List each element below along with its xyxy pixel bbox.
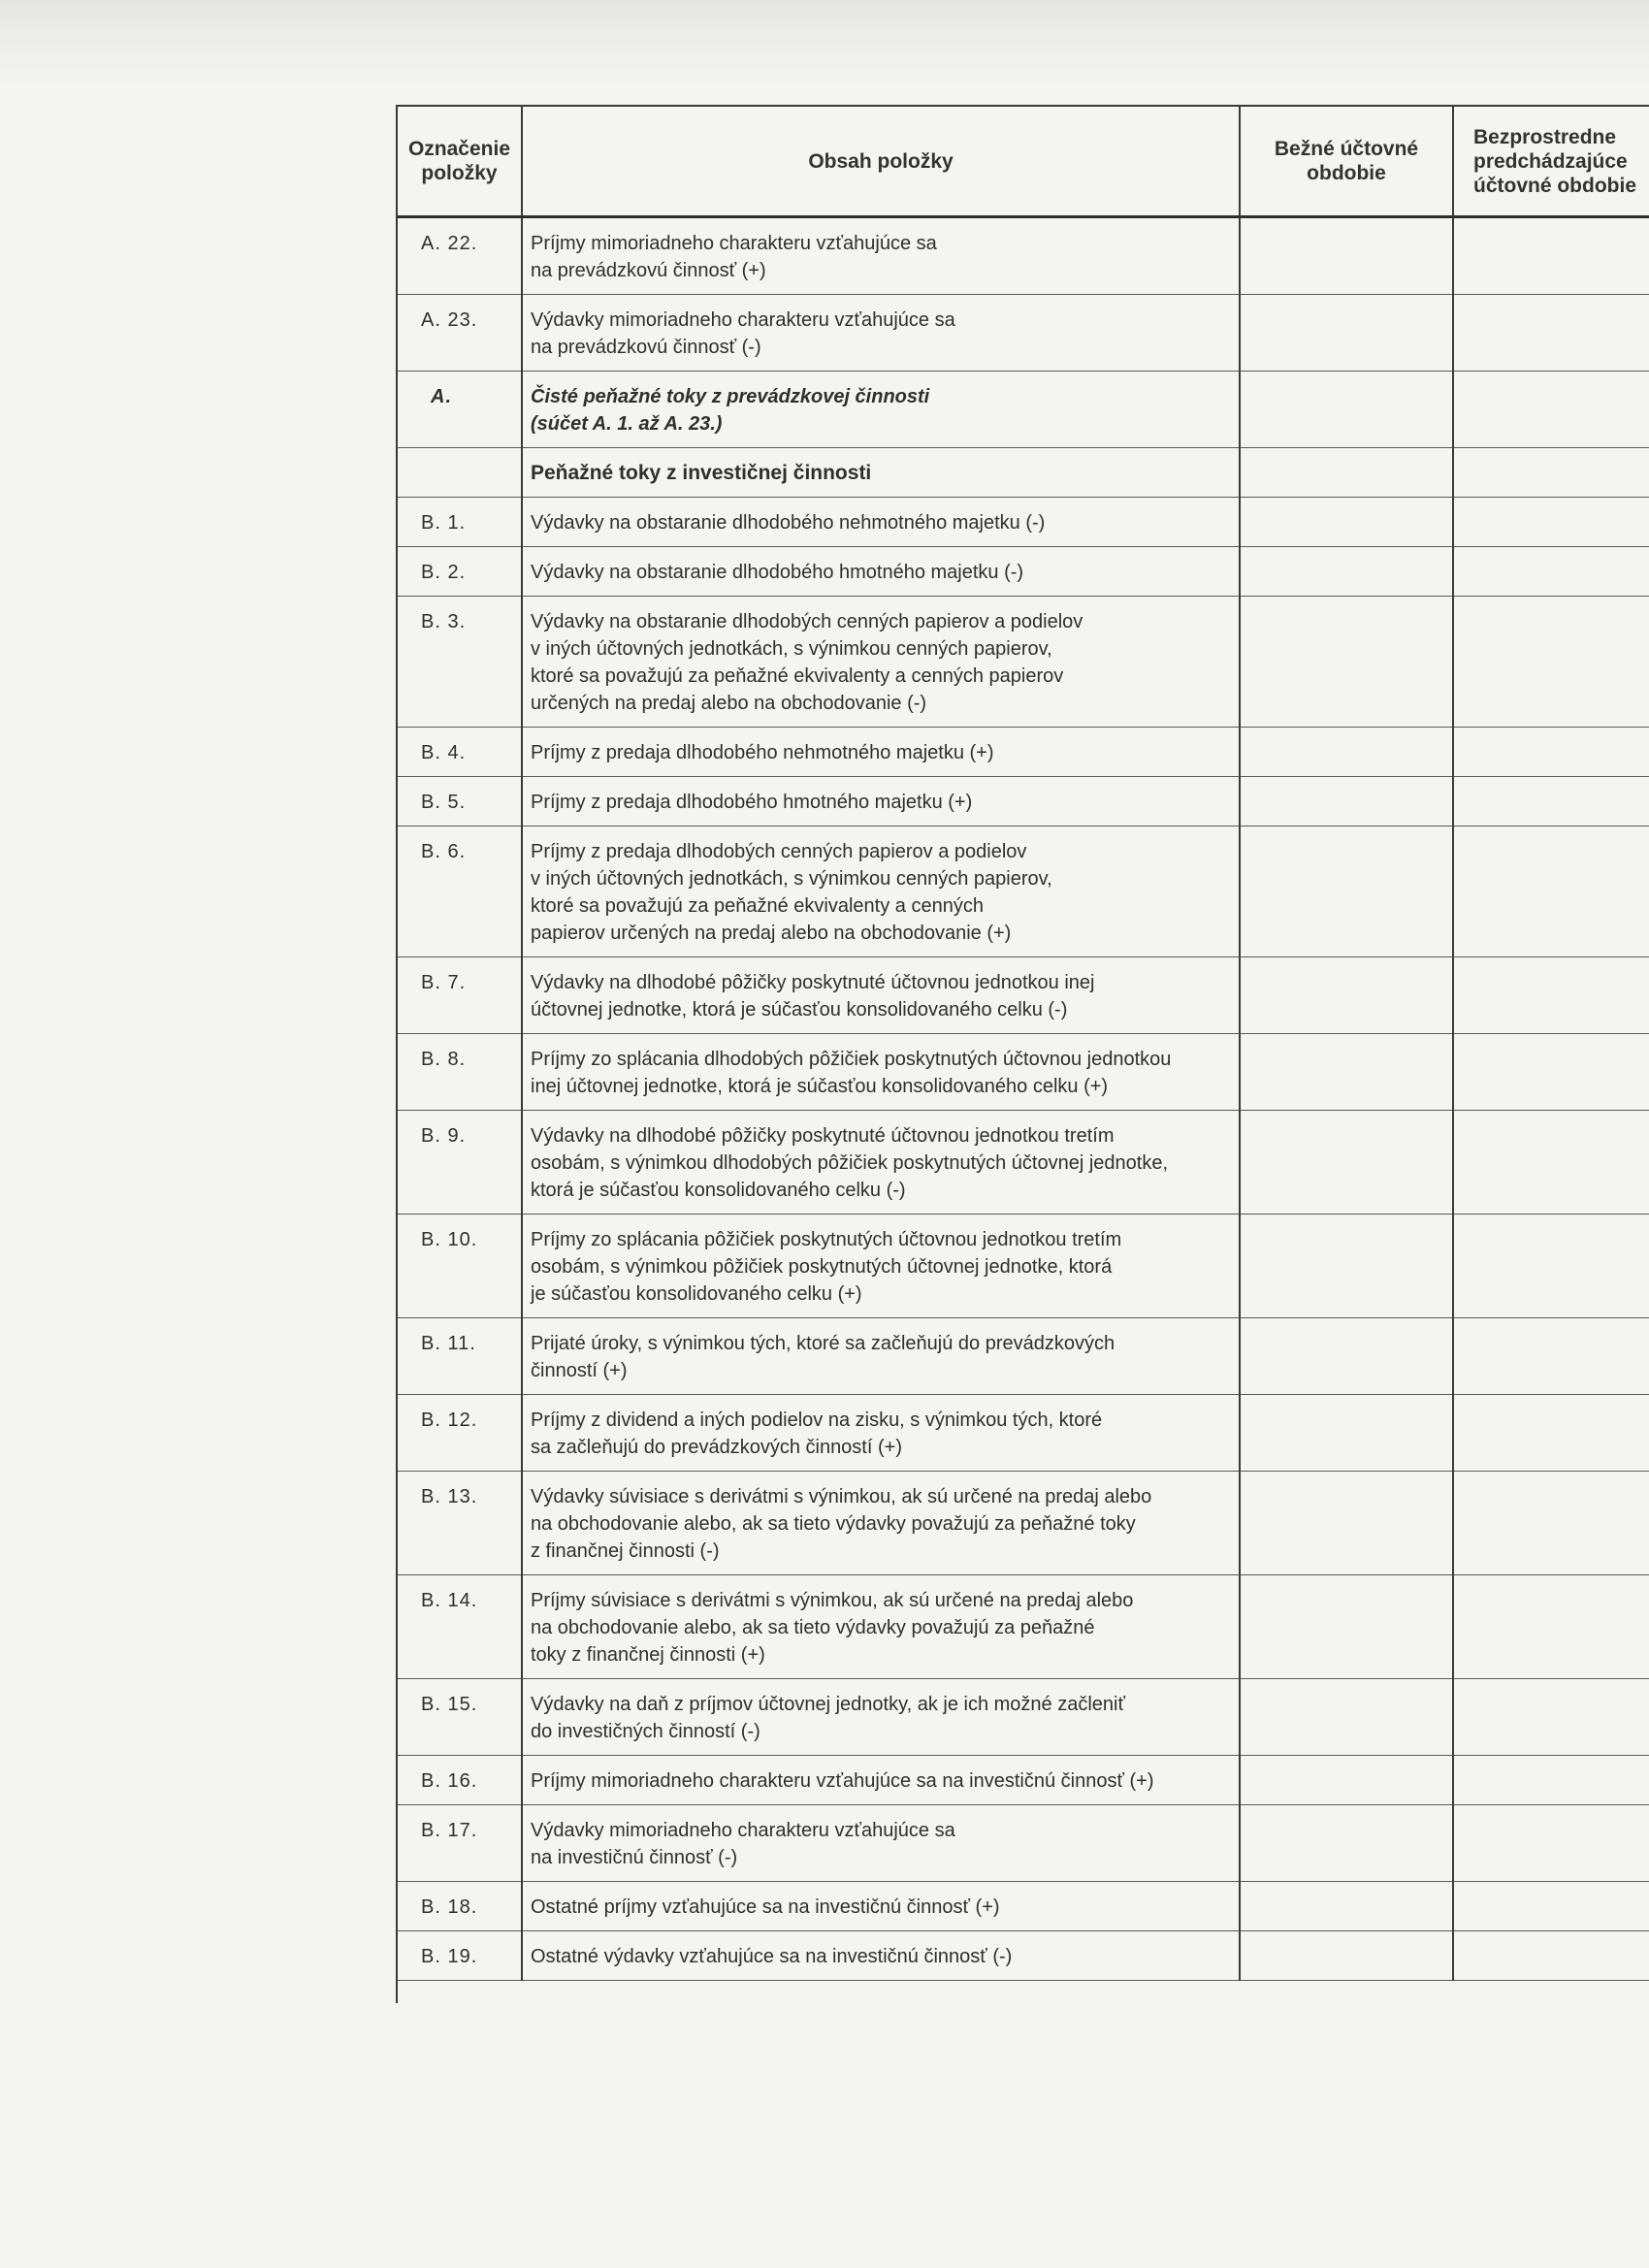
row-item-code: B. 8. xyxy=(398,1034,522,1111)
description-line: Ostatné príjmy vzťahujúce sa na investičnú činnosť (+) xyxy=(531,1896,1000,1918)
description-line: toky z finančnej činnosti (+) xyxy=(531,1644,765,1666)
description-line: ktoré sa považujú za peňažné ekvivalenty a cenných papierov xyxy=(531,665,1064,687)
previous-period-value-cell[interactable] xyxy=(1453,1472,1649,1575)
row-item-description xyxy=(522,448,1240,498)
current-period-value-cell[interactable] xyxy=(1240,1679,1453,1756)
previous-period-value-cell[interactable] xyxy=(1453,957,1649,1034)
row-item-code: B. 19. xyxy=(398,1931,522,1981)
table-row xyxy=(398,1215,1649,1318)
current-period-value-cell[interactable] xyxy=(1240,1931,1453,1981)
table-row xyxy=(398,826,1649,957)
current-period-value-cell[interactable] xyxy=(1240,217,1453,295)
description-line: ktoré sa považujú za peňažné ekvivalenty a cenných xyxy=(531,895,984,917)
description-line: na obchodovanie alebo, ak sa tieto výdavky považujú za peňažné toky xyxy=(531,1513,1136,1535)
row-item-code: B. 3. xyxy=(398,597,522,728)
table-row xyxy=(398,1756,1649,1805)
description-line: (súčet A. 1. až A. 23.) xyxy=(531,413,723,435)
row-item-description xyxy=(522,1318,1240,1395)
table-row xyxy=(398,1575,1649,1679)
row-item-description xyxy=(522,777,1240,826)
previous-period-value-cell[interactable] xyxy=(1453,777,1649,826)
previous-period-value-cell[interactable] xyxy=(1453,1882,1649,1931)
description-line: Príjmy z predaja dlhodobých cenných papierov a podielov xyxy=(531,841,1027,862)
table-row xyxy=(398,1318,1649,1395)
row-item-description xyxy=(522,1472,1240,1575)
table-row xyxy=(398,295,1649,372)
previous-period-value-cell[interactable] xyxy=(1453,217,1649,295)
header-code-line: položky xyxy=(421,162,498,184)
description-line: Peňažné toky z investičnej činnosti xyxy=(531,462,872,484)
row-item-description xyxy=(522,547,1240,597)
description-line: Výdavky mimoriadneho charakteru vzťahujúce sa xyxy=(531,309,955,331)
table-body xyxy=(398,217,1649,1981)
description-line: Príjmy z predaja dlhodobého hmotného majetku (+) xyxy=(531,792,973,813)
table-row xyxy=(398,547,1649,597)
previous-period-value-cell[interactable] xyxy=(1453,1931,1649,1981)
header-previous-line: predchádzajúce xyxy=(1473,149,1628,173)
previous-period-value-cell[interactable] xyxy=(1453,1215,1649,1318)
current-period-value-cell[interactable] xyxy=(1240,1882,1453,1931)
previous-period-value-cell[interactable] xyxy=(1453,1318,1649,1395)
description-line: Príjmy z dividend a iných podielov na zisku, s výnimkou tých, ktoré xyxy=(531,1409,1103,1431)
row-item-description xyxy=(522,1805,1240,1882)
current-period-value-cell[interactable] xyxy=(1240,1111,1453,1215)
current-period-value-cell[interactable] xyxy=(1240,498,1453,547)
previous-period-value-cell[interactable] xyxy=(1453,597,1649,728)
description-line: osobám, s výnimkou pôžičiek poskytnutých účtovnej jednotke, ktorá xyxy=(531,1256,1113,1278)
row-item-description xyxy=(522,1679,1240,1756)
table-row xyxy=(398,372,1649,448)
row-item-code: B. 10. xyxy=(398,1215,522,1318)
row-item-description xyxy=(522,1931,1240,1981)
table-row xyxy=(398,1034,1649,1111)
description-line: Výdavky súvisiace s derivátmi s výnimkou, ak sú určené na predaj alebo xyxy=(531,1486,1152,1507)
row-item-code: B. 15. xyxy=(398,1679,522,1756)
row-item-code: A. xyxy=(398,372,522,448)
table-row xyxy=(398,1882,1649,1931)
table-row xyxy=(398,1805,1649,1882)
current-period-value-cell[interactable] xyxy=(1240,728,1453,777)
row-item-description xyxy=(522,498,1240,547)
current-period-value-cell[interactable] xyxy=(1240,1034,1453,1111)
row-item-description xyxy=(522,1215,1240,1318)
table-row xyxy=(398,1111,1649,1215)
current-period-value-cell[interactable] xyxy=(1240,547,1453,597)
table-row xyxy=(398,1395,1649,1472)
header-current-line: obdobie xyxy=(1307,162,1386,184)
row-item-description xyxy=(522,372,1240,448)
previous-period-value-cell[interactable] xyxy=(1453,295,1649,372)
row-item-description xyxy=(522,597,1240,728)
header-previous-period xyxy=(1453,107,1649,217)
description-line: účtovnej jednotke, ktorá je súčasťou konsolidovaného celku (-) xyxy=(531,999,1068,1021)
row-item-description xyxy=(522,295,1240,372)
description-line: Príjmy súvisiace s derivátmi s výnimkou, ak sú určené na predaj alebo xyxy=(531,1590,1134,1611)
previous-period-value-cell[interactable] xyxy=(1453,1111,1649,1215)
current-period-value-cell[interactable] xyxy=(1240,1215,1453,1318)
cash-flow-table-area xyxy=(396,105,1649,2003)
row-item-description xyxy=(522,217,1240,295)
previous-period-value-cell[interactable] xyxy=(1453,1575,1649,1679)
scan-top-shadow xyxy=(0,0,1649,87)
description-line: ktorá je súčasťou konsolidovaného celku (-) xyxy=(531,1180,906,1201)
description-line: inej účtovnej jednotke, ktorá je súčasťou konsolidovaného celku (+) xyxy=(531,1076,1109,1097)
description-line: Výdavky na dlhodobé pôžičky poskytnuté účtovnou jednotkou inej xyxy=(531,972,1095,993)
table-row xyxy=(398,777,1649,826)
previous-period-value-cell[interactable] xyxy=(1453,372,1649,448)
current-period-value-cell[interactable] xyxy=(1240,372,1453,448)
row-item-code: B. 6. xyxy=(398,826,522,957)
table-row xyxy=(398,498,1649,547)
previous-period-value-cell[interactable] xyxy=(1453,448,1649,498)
header-code-line: Označenie xyxy=(407,138,511,160)
row-item-code: B. 14. xyxy=(398,1575,522,1679)
description-line: Príjmy mimoriadneho charakteru vzťahujúce sa xyxy=(531,233,937,254)
description-line: papierov určených na predaj alebo na obchodovanie (+) xyxy=(531,923,1012,944)
previous-period-value-cell[interactable] xyxy=(1453,498,1649,547)
previous-period-value-cell[interactable] xyxy=(1453,826,1649,957)
description-line: v iných účtovných jednotkách, s výnimkou cenných papierov, xyxy=(531,638,1052,660)
description-line: Ostatné výdavky vzťahujúce sa na investičnú činnosť (-) xyxy=(531,1946,1013,1967)
description-line: Výdavky na obstaranie dlhodobých cenných papierov a podielov xyxy=(531,611,1083,632)
table-row xyxy=(398,448,1649,498)
description-line: v iných účtovných jednotkách, s výnimkou cenných papierov, xyxy=(531,868,1052,890)
description-line: do investičných činností (-) xyxy=(531,1721,760,1742)
table-row xyxy=(398,1931,1649,1981)
current-period-value-cell[interactable] xyxy=(1240,295,1453,372)
row-item-code: B. 17. xyxy=(398,1805,522,1882)
current-period-value-cell[interactable] xyxy=(1240,597,1453,728)
header-previous-line: účtovné obdobie xyxy=(1473,174,1636,197)
current-period-value-cell[interactable] xyxy=(1240,1575,1453,1679)
row-item-code: B. 11. xyxy=(398,1318,522,1395)
table-row xyxy=(398,597,1649,728)
description-line: Príjmy zo splácania dlhodobých pôžičiek poskytnutých účtovnou jednotkou xyxy=(531,1049,1172,1070)
current-period-value-cell[interactable] xyxy=(1240,1805,1453,1882)
description-line: na prevádzkovú činnosť (-) xyxy=(531,337,761,358)
previous-period-value-cell[interactable] xyxy=(1453,1679,1649,1756)
row-item-code: B. 4. xyxy=(398,728,522,777)
header-previous-line: Bezprostredne xyxy=(1473,125,1617,148)
cash-flow-table xyxy=(398,107,1649,1981)
header-item-code xyxy=(398,107,522,217)
row-item-description xyxy=(522,1756,1240,1805)
description-line: Príjmy zo splácania pôžičiek poskytnutých účtovnou jednotkou tretím xyxy=(531,1229,1122,1250)
description-line: osobám, s výnimkou dlhodobých pôžičiek poskytnutých účtovnej jednotke, xyxy=(531,1152,1169,1174)
row-item-code: B. 18. xyxy=(398,1882,522,1931)
description-line: činností (+) xyxy=(531,1360,628,1381)
previous-period-value-cell[interactable] xyxy=(1453,547,1649,597)
row-item-description xyxy=(522,957,1240,1034)
table-row xyxy=(398,728,1649,777)
description-line: Výdavky na dlhodobé pôžičky poskytnuté účtovnou jednotkou tretím xyxy=(531,1125,1115,1147)
current-period-value-cell[interactable] xyxy=(1240,1756,1453,1805)
row-item-code: A. 22. xyxy=(398,217,522,295)
current-period-value-cell[interactable] xyxy=(1240,957,1453,1034)
row-item-description xyxy=(522,1111,1240,1215)
description-line: na prevádzkovú činnosť (+) xyxy=(531,260,766,281)
table-row xyxy=(398,217,1649,295)
current-period-value-cell[interactable] xyxy=(1240,448,1453,498)
row-item-code: B. 9. xyxy=(398,1111,522,1215)
description-line: Prijaté úroky, s výnimkou tých, ktoré sa začleňujú do prevádzkových xyxy=(531,1333,1116,1354)
description-line: Výdavky na obstaranie dlhodobého nehmotného majetku (-) xyxy=(531,512,1046,534)
description-line: Čisté peňažné toky z prevádzkovej činnosti xyxy=(531,386,930,407)
row-item-description xyxy=(522,728,1240,777)
previous-period-value-cell[interactable] xyxy=(1453,1805,1649,1882)
table-header-row xyxy=(398,107,1649,217)
description-line: na investičnú činnosť (-) xyxy=(531,1847,738,1868)
row-item-code: B. 5. xyxy=(398,777,522,826)
row-item-code: B. 2. xyxy=(398,547,522,597)
row-item-code: B. 1. xyxy=(398,498,522,547)
table-row xyxy=(398,1472,1649,1575)
header-current-line: Bežné účtovné xyxy=(1274,138,1419,160)
header-current-period xyxy=(1240,107,1453,217)
table-row xyxy=(398,1679,1649,1756)
row-item-code: B. 12. xyxy=(398,1395,522,1472)
description-line: na obchodovanie alebo, ak sa tieto výdavky považujú za peňažné xyxy=(531,1617,1095,1638)
row-item-description xyxy=(522,1882,1240,1931)
row-item-code: B. 7. xyxy=(398,957,522,1034)
description-line: je súčasťou konsolidovaného celku (+) xyxy=(531,1283,862,1305)
row-item-description xyxy=(522,1395,1240,1472)
description-line: z finančnej činnosti (-) xyxy=(531,1540,720,1562)
previous-period-value-cell[interactable] xyxy=(1453,1034,1649,1111)
current-period-value-cell[interactable] xyxy=(1240,777,1453,826)
row-item-code: B. 13. xyxy=(398,1472,522,1575)
description-line: sa začleňujú do prevádzkových činností (+) xyxy=(531,1437,902,1458)
previous-period-value-cell[interactable] xyxy=(1453,728,1649,777)
current-period-value-cell[interactable] xyxy=(1240,1318,1453,1395)
row-item-code: B. 16. xyxy=(398,1756,522,1805)
header-item-content: Obsah položky xyxy=(522,107,1240,217)
row-item-description xyxy=(522,1034,1240,1111)
description-line: určených na predaj alebo na obchodovanie (-) xyxy=(531,693,927,714)
previous-period-value-cell[interactable] xyxy=(1453,1395,1649,1472)
description-line: Výdavky na obstaranie dlhodobého hmotného majetku (-) xyxy=(531,562,1024,583)
description-line: Príjmy mimoriadneho charakteru vzťahujúce sa na investičnú činnosť (+) xyxy=(531,1770,1154,1792)
current-period-value-cell[interactable] xyxy=(1240,1395,1453,1472)
description-line: Príjmy z predaja dlhodobého nehmotného majetku (+) xyxy=(531,742,994,763)
previous-period-value-cell[interactable] xyxy=(1453,1756,1649,1805)
description-line: Výdavky mimoriadneho charakteru vzťahujúce sa xyxy=(531,1820,955,1841)
row-item-code xyxy=(398,448,522,498)
current-period-value-cell[interactable] xyxy=(1240,826,1453,957)
current-period-value-cell[interactable] xyxy=(1240,1472,1453,1575)
table-row xyxy=(398,957,1649,1034)
description-line: Výdavky na daň z príjmov účtovnej jednotky, ak je ich možné začleniť xyxy=(531,1694,1125,1715)
row-item-code: A. 23. xyxy=(398,295,522,372)
row-item-description xyxy=(522,826,1240,957)
row-item-description xyxy=(522,1575,1240,1679)
